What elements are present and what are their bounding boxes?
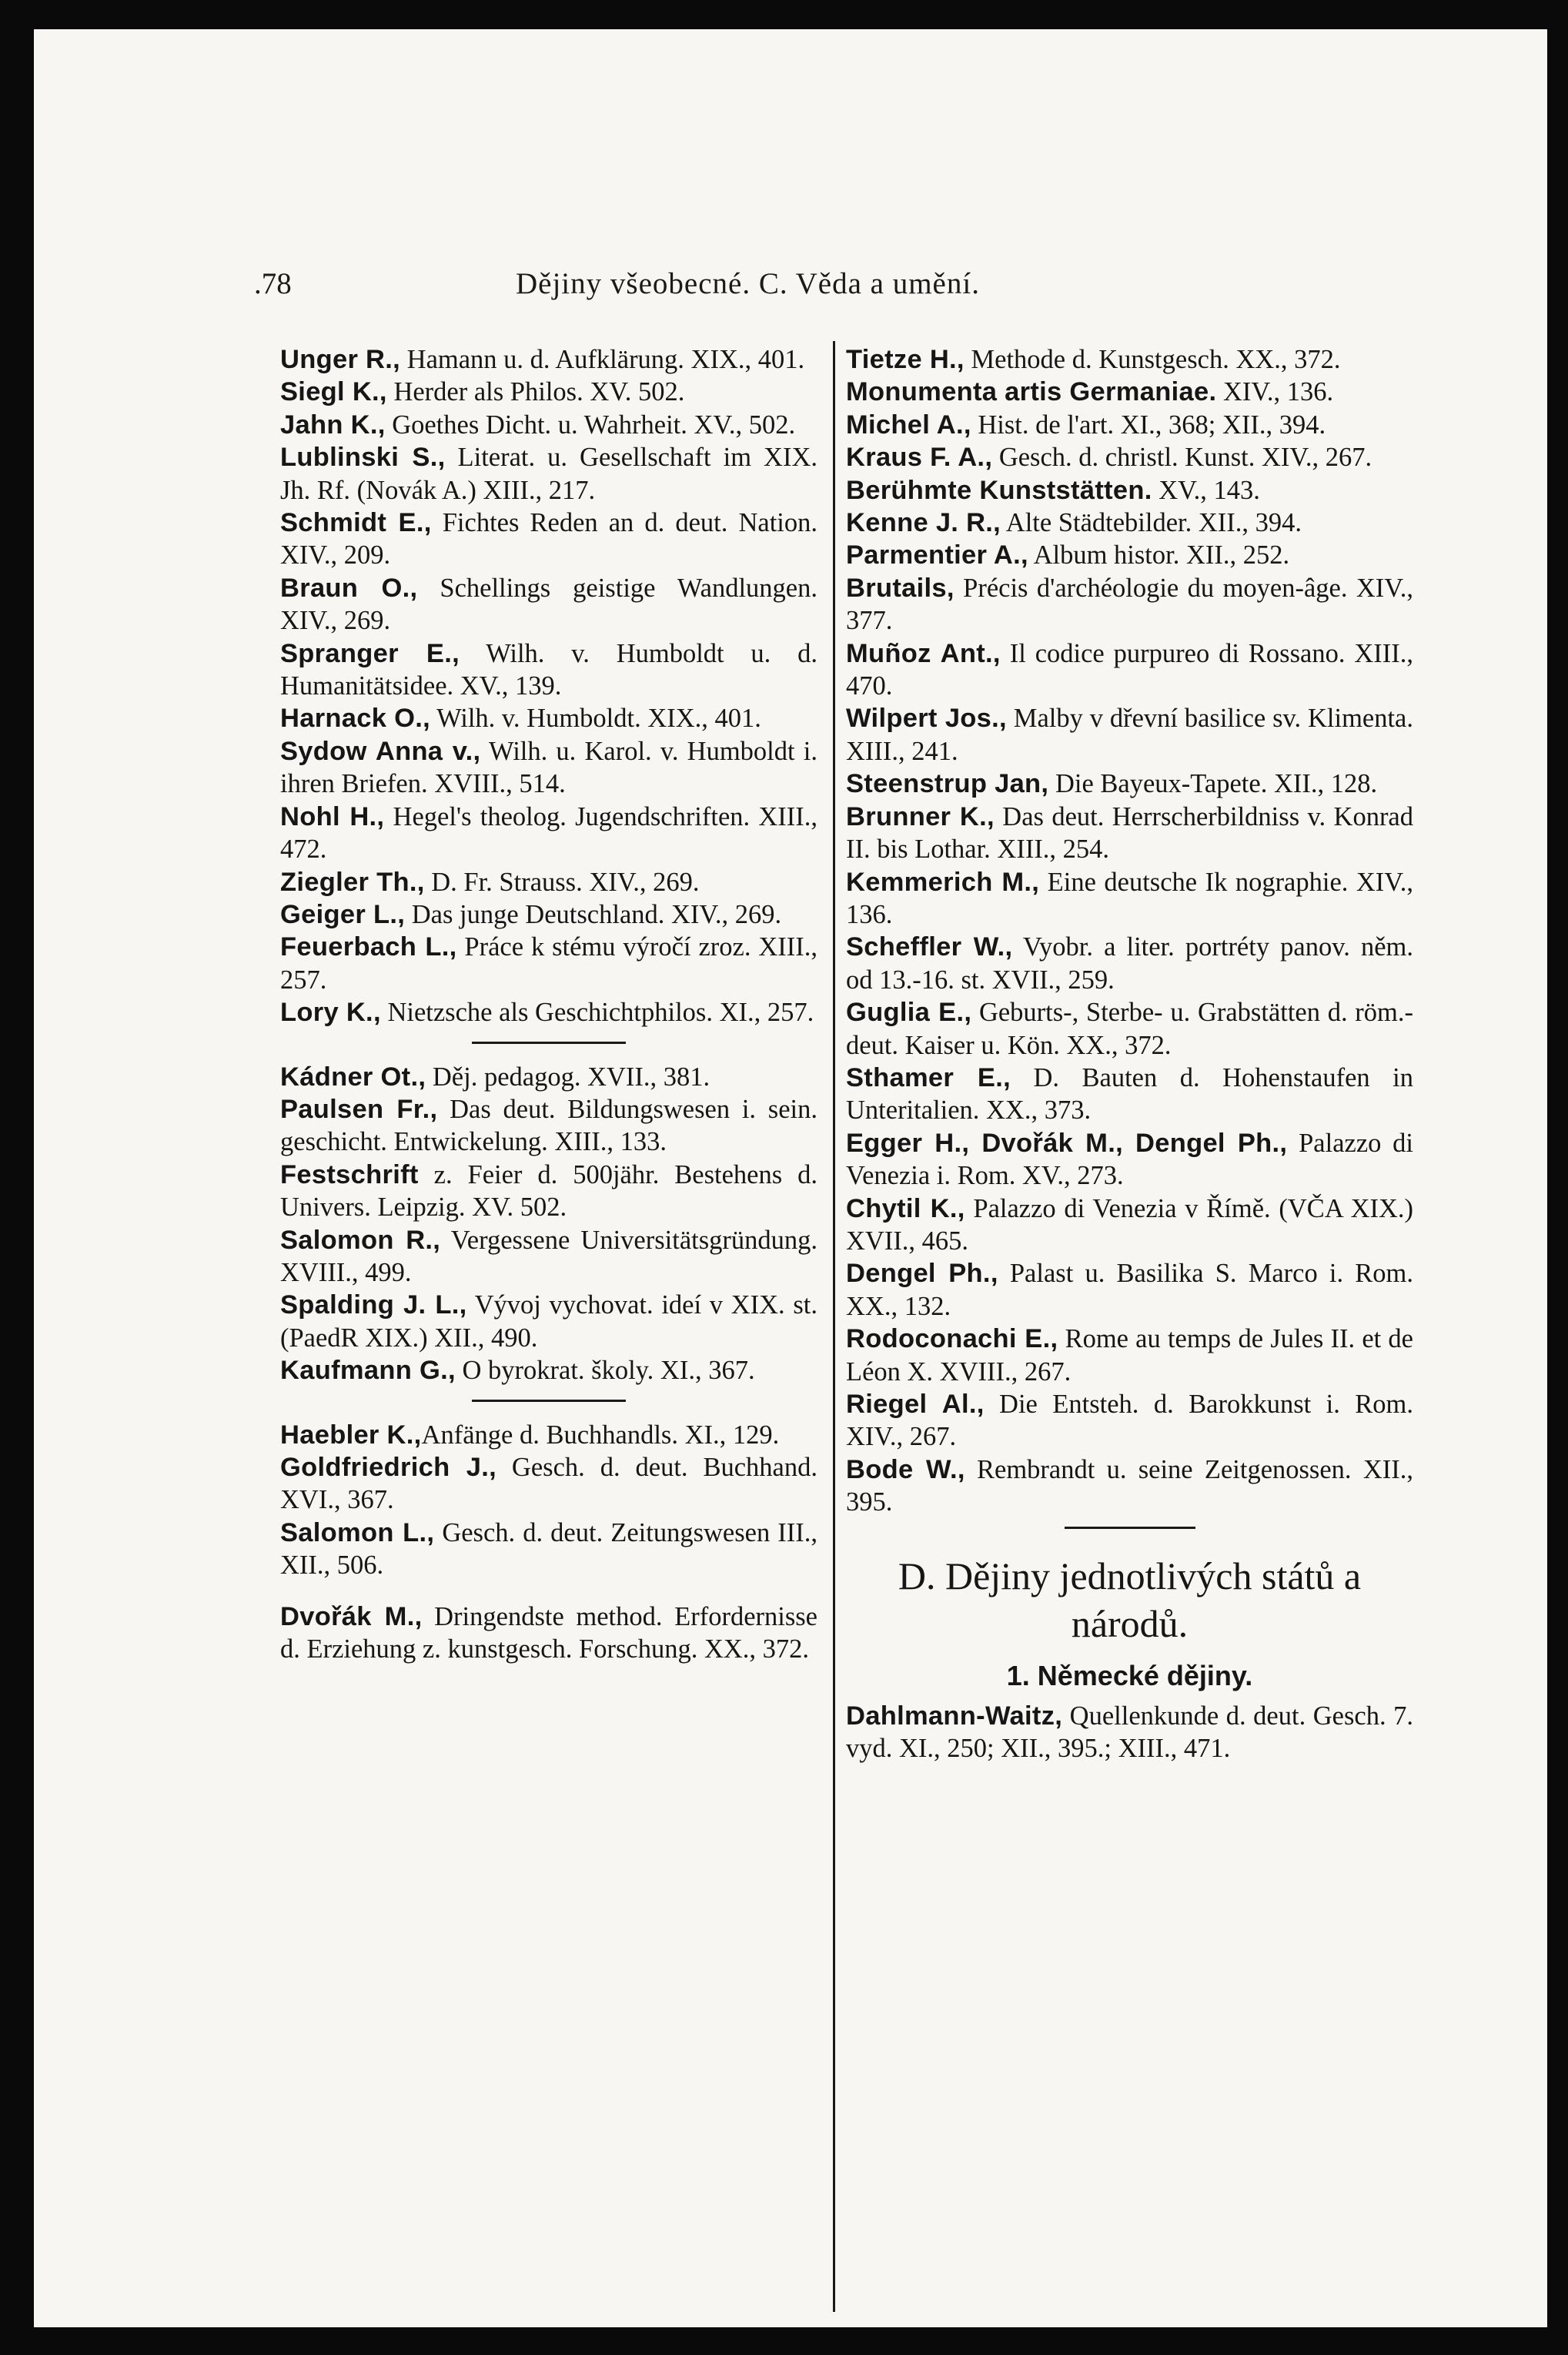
entry-author: Unger R., <box>280 345 401 374</box>
entry-author: Lublinski S., <box>280 443 446 473</box>
bibliography-entry <box>280 866 817 898</box>
entry-author: Kaufmann G., <box>280 1356 456 1386</box>
entry-text: D. Bauten d. Hohenstaufen in Unteritalien. XX., 373. <box>846 1062 1413 1126</box>
entry-author: Parmentier A., <box>846 540 1028 570</box>
bibliography-entry <box>846 1193 1413 1258</box>
entry-author: Kádner Ot., <box>280 1062 426 1092</box>
bibliography-entry <box>280 1061 817 1093</box>
bibliography-entry <box>280 1159 817 1224</box>
entry-author: Muñoz Ant., <box>846 638 1001 668</box>
bibliography-entry <box>846 702 1413 768</box>
entry-author: Guglia E., <box>846 998 972 1028</box>
separator-line <box>472 1400 626 1402</box>
left-group-pedagogy <box>280 1061 817 1387</box>
bibliography-entry <box>280 343 817 376</box>
bibliography-entry <box>280 441 817 507</box>
entry-author: Sydow Anna v., <box>280 736 481 766</box>
entry-text: Schellings geistige Wandlungen. XIV., 269. <box>280 573 817 636</box>
entry-author: Nohl H., <box>280 801 385 831</box>
entry-author: Rodoconachi E., <box>846 1324 1058 1354</box>
entry-author: Berühmte Kunststätten. <box>846 475 1152 505</box>
entry-author: Brunner K., <box>846 801 995 831</box>
entry-author: Dvořák M., <box>280 1601 423 1631</box>
right-group-german-history <box>846 1700 1413 1765</box>
entry-text: Gesch. d. christl. Kunst. XIV., 267. <box>992 443 1372 473</box>
bibliography-entry <box>280 996 817 1029</box>
entry-text: Goethes Dicht. u. Wahrheit. XV., 502. <box>385 410 796 440</box>
entry-text: Práce k stému výročí zroz. XIII., 257. <box>280 932 818 995</box>
entry-author: Kenne J. R., <box>846 508 1001 538</box>
entry-text: Malby v dřevní basilice sv. Klimenta. XIII., 241. <box>846 704 1413 766</box>
bibliography-entry <box>846 996 1413 1062</box>
right-column <box>846 343 1413 1765</box>
bibliography-entry <box>846 1453 1413 1519</box>
subsection-title: 1. Německé dějiny. <box>1006 1659 1253 1691</box>
entry-text: Palazzo di Venezia v Římě. (VČA XIX.) XVII., 465. <box>846 1193 1414 1256</box>
entry-text: Fichtes Reden an d. deut. Nation. XIV., 209. <box>280 508 817 570</box>
entry-text: Vyobr. a liter. portréty panov. něm. od 13.-16. st. XVII., 259. <box>846 932 1414 995</box>
entry-author: Monumenta artis Germaniae. <box>846 377 1217 407</box>
entry-text: Wilh. u. Karol. v. Humboldt i. ihren Briefen. XVIII., 514. <box>280 736 817 799</box>
entry-author: Scheffler W., <box>846 932 1013 962</box>
section-title: D. Dějiny jednotlivých států a národů. <box>898 1554 1362 1645</box>
entry-author: Dengel Ph., <box>846 1259 998 1289</box>
right-group-art-history <box>846 343 1413 1519</box>
bibliography-entry <box>280 409 817 441</box>
entry-author: Egger H., Dvořák M., Dengel Ph., <box>846 1128 1288 1158</box>
entry-text: XV., 143. <box>1152 475 1260 505</box>
entry-author: Salomon L., <box>280 1517 435 1547</box>
entry-author: Festschrift <box>280 1159 419 1189</box>
entry-author: Dahlmann-Waitz, <box>846 1701 1063 1731</box>
entry-text: Die Bayeux-Tapete. XII., 128. <box>1048 769 1378 799</box>
entry-author: Schmidt E., <box>280 508 432 538</box>
bibliography-entry <box>846 376 1413 408</box>
entry-text: Rembrandt u. seine Zeitgenossen. XII., 395. <box>846 1454 1413 1517</box>
entry-text: Děj. pedagog. XVII., 381. <box>426 1062 710 1092</box>
entry-text: Das junge Deutschland. XIV., 269. <box>405 899 782 929</box>
entry-text: Das deut. Herrscherbildniss v. Konrad II. bis Lothar. XIII., 254. <box>846 801 1413 865</box>
bibliography-entry <box>280 735 817 801</box>
bibliography-entry <box>846 1257 1413 1323</box>
entry-text: Gesch. d. deut. Zeitungswesen III., XII., 506. <box>280 1517 818 1581</box>
entry-author: Salomon R., <box>280 1225 441 1255</box>
entry-author: Brutails, <box>846 573 955 603</box>
entry-author: Sthamer E., <box>846 1062 1011 1092</box>
entry-author: Jahn K., <box>280 410 386 440</box>
entry-text: Das deut. Bildungswesen i. sein. geschicht. Entwickelung. XIII., 133. <box>280 1094 817 1157</box>
entry-author: Steenstrup Jan, <box>846 769 1049 799</box>
bibliography-entry <box>846 1388 1413 1453</box>
entry-text: Rome au temps de Jules II. et de Léon X. XVIII., 267. <box>846 1324 1413 1387</box>
bibliography-entry <box>280 637 817 703</box>
entry-text: Literat. u. Gesellschaft im XIX. Jh. Rf. (Novák A.) XIII., 217. <box>280 443 818 505</box>
bibliography-entry <box>846 474 1413 507</box>
bibliography-entry <box>280 1224 817 1290</box>
entry-text: Vývoj vychovat. ideí v XIX. st. (PaedR XIX.) XII., 490. <box>280 1290 817 1353</box>
page-header <box>34 266 1547 313</box>
running-title: Dějiny všeobecné. C. Věda a umění. <box>516 267 980 300</box>
bibliography-entry <box>280 1517 817 1582</box>
entry-text: Gesch. d. deut. Buchhand. XVI., 367. <box>280 1453 817 1515</box>
entry-author: Spranger E., <box>280 638 460 668</box>
entry-text: Die Entsteh. d. Barokkunst i. Rom. XIV., 267. <box>846 1390 1413 1452</box>
bibliography-entry <box>846 1127 1413 1193</box>
bibliography-entry <box>846 1700 1413 1765</box>
page-number: .78 <box>254 267 292 300</box>
bibliography-entry <box>280 1419 817 1451</box>
entry-author: Spalding J. L., <box>280 1290 467 1320</box>
entry-author: Goldfriedrich J., <box>280 1453 496 1482</box>
bibliography-entry <box>280 1093 817 1159</box>
bibliography-entry <box>280 572 817 637</box>
bibliography-entry <box>280 507 817 572</box>
entry-text: Alte Städtebilder. XII., 394. <box>1001 508 1302 538</box>
entry-text: Wilh. v. Humboldt u. d. Humanitätsidee. XV., 139. <box>280 638 817 701</box>
entry-text: Herder als Philos. XV. 502. <box>386 377 685 407</box>
entry-text: Hamann u. d. Aufklärung. XIX., 401. <box>400 345 805 374</box>
left-column <box>280 343 817 1665</box>
entry-author: Braun O., <box>280 573 418 603</box>
bibliography-entry <box>846 931 1413 996</box>
entry-author: Lory K., <box>280 998 381 1028</box>
bibliography-entry <box>846 637 1413 703</box>
entry-author: Haebler K., <box>280 1420 422 1450</box>
entry-author: Chytil K., <box>846 1193 965 1223</box>
entry-text: Quellenkunde d. deut. Gesch. 7. vyd. XI., 250; XII., 395.; XIII., 471. <box>846 1701 1413 1764</box>
bibliography-entry <box>846 866 1413 932</box>
bibliography-entry <box>280 376 817 408</box>
entry-author: Ziegler Th., <box>280 867 425 897</box>
spacer <box>280 1582 817 1601</box>
entry-text: XIV., 136. <box>1216 377 1334 407</box>
bibliography-entry <box>280 1601 817 1666</box>
book-page <box>34 29 1547 2327</box>
entry-text: Eine deutsche Ik nographie. XIV., 136. <box>846 867 1414 929</box>
entry-author: Tietze H., <box>846 345 965 374</box>
bibliography-entry <box>846 801 1413 866</box>
entry-text: Hist. de l'art. XI., 368; XII., 394. <box>971 410 1326 440</box>
bibliography-entry <box>280 898 817 931</box>
bibliography-entry <box>846 409 1413 441</box>
left-group-philosophy <box>280 343 817 1029</box>
entry-author: Bode W., <box>846 1454 965 1484</box>
bibliography-entry <box>846 1323 1413 1388</box>
entry-text: O byrokrat. školy. XI., 367. <box>455 1356 755 1386</box>
entry-text: Dringendste method. Erfordernisse d. Erziehung z. kunstgesch. Forschung. XX., 372. <box>280 1601 817 1664</box>
bibliography-entry <box>280 1354 817 1387</box>
bibliography-entry <box>846 539 1413 571</box>
entry-text: Wilh. v. Humboldt. XIX., 401. <box>430 704 761 734</box>
bibliography-entry <box>846 441 1413 473</box>
entry-author: Feuerbach L., <box>280 932 457 962</box>
bibliography-entry <box>846 572 1413 637</box>
entry-text: z. Feier d. 500jähr. Bestehens d. Univers. Leipzig. XV. 502. <box>280 1159 817 1223</box>
entry-author: Harnack O., <box>280 704 431 734</box>
entry-text: Nietzsche als Geschichtphilos. XI., 257. <box>380 998 814 1028</box>
entry-text: Hegel's theolog. Jugendschriften. XIII., 472. <box>280 801 817 865</box>
entry-author: Kraus F. A., <box>846 443 993 473</box>
bibliography-entry <box>846 343 1413 376</box>
entry-author: Siegl K., <box>280 377 387 407</box>
bibliography-entry <box>280 931 817 996</box>
entry-text: Il codice purpureo di Rossano. XIII., 470. <box>846 638 1414 701</box>
column-divider <box>833 341 835 2312</box>
entry-author: Kemmerich M., <box>846 867 1040 897</box>
bibliography-entry <box>280 702 817 734</box>
entry-text: D. Fr. Strauss. XIV., 269. <box>424 867 700 897</box>
bibliography-entry <box>280 1289 817 1354</box>
entry-author: Geiger L., <box>280 899 406 929</box>
entry-author: Paulsen Fr., <box>280 1094 438 1124</box>
entry-text: Anfänge d. Buchhandls. XI., 129. <box>421 1420 780 1450</box>
bibliography-entry <box>846 768 1413 800</box>
entry-text: Album histor. XII., 252. <box>1028 540 1290 570</box>
left-group-press <box>280 1419 817 1582</box>
bibliography-entry <box>846 1062 1413 1127</box>
entry-author: Michel A., <box>846 410 971 440</box>
bibliography-entry <box>280 801 817 866</box>
entry-text: Palazzo di Venezia i. Rom. XV., 273. <box>846 1128 1413 1191</box>
bibliography-entry <box>280 1451 817 1517</box>
separator-line <box>472 1042 626 1044</box>
separator-line <box>1065 1527 1195 1529</box>
bibliography-entry <box>846 507 1413 539</box>
entry-text: Geburts-, Sterbe- u. Grabstätten d. röm.-deut. Kaiser u. Kön. XX., 372. <box>846 998 1413 1060</box>
entry-text: Vergessene Universitätsgründung. XVIII., 499. <box>280 1225 818 1287</box>
entry-text: Précis d'archéologie du moyen-âge. XIV., 377. <box>846 573 1413 636</box>
entry-author: Wilpert Jos., <box>846 704 1007 734</box>
entry-text: Palast u. Basilika S. Marco i. Rom. XX., 132. <box>846 1259 1413 1321</box>
entry-author: Riegel Al., <box>846 1390 985 1419</box>
entry-text: Methode d. Kunstgesch. XX., 372. <box>964 345 1341 374</box>
left-group-art-method <box>280 1601 817 1666</box>
